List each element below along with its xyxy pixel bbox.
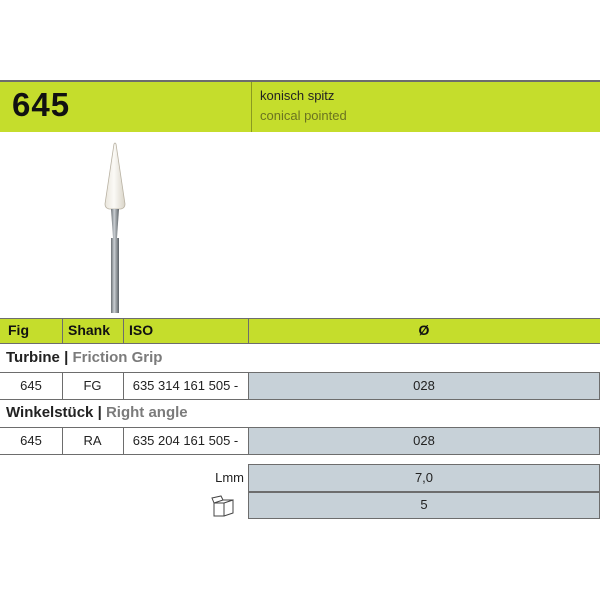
conical-bur-image <box>90 140 140 315</box>
table-row-iso: 635 314 161 505 - <box>132 378 239 393</box>
product-name-german: konisch spitz <box>260 88 335 103</box>
table-row-shank: RA <box>83 433 102 448</box>
row-rule <box>0 454 248 455</box>
column-header-iso: ISO <box>129 322 154 338</box>
column-header-fig: Fig <box>8 322 29 338</box>
table-row-shank: FG <box>83 378 102 393</box>
section-title: Winkelstück <box>6 404 94 421</box>
working-length-label: Lmm <box>215 470 244 485</box>
section-label-turbine <box>6 349 162 366</box>
column-divider <box>123 318 124 344</box>
table-row-fig: 645 <box>20 378 42 393</box>
package-box-icon <box>211 495 237 519</box>
section-title: Turbine <box>6 349 60 366</box>
column-header-shank: Shank <box>68 322 111 338</box>
header-divider <box>251 82 252 132</box>
row-rule <box>0 399 248 400</box>
table-row-diameter: 028 <box>413 433 435 448</box>
table-row-fig: 645 <box>20 433 42 448</box>
section-separator: | <box>64 349 69 366</box>
product-name-english: conical pointed <box>260 108 347 123</box>
working-length-value: 7,0 <box>414 470 434 485</box>
table-row-diameter: 028 <box>413 378 435 393</box>
product-number: 645 <box>12 86 71 123</box>
section-separator: | <box>97 404 102 421</box>
section-subtitle: Right angle <box>105 404 188 421</box>
column-divider <box>62 318 63 344</box>
column-header-diameter: Ø <box>418 322 430 338</box>
package-quantity-value: 5 <box>420 497 428 512</box>
section-subtitle: Friction Grip <box>72 349 163 366</box>
section-label-right-angle <box>6 404 188 421</box>
table-row-iso: 635 204 161 505 - <box>132 433 239 448</box>
